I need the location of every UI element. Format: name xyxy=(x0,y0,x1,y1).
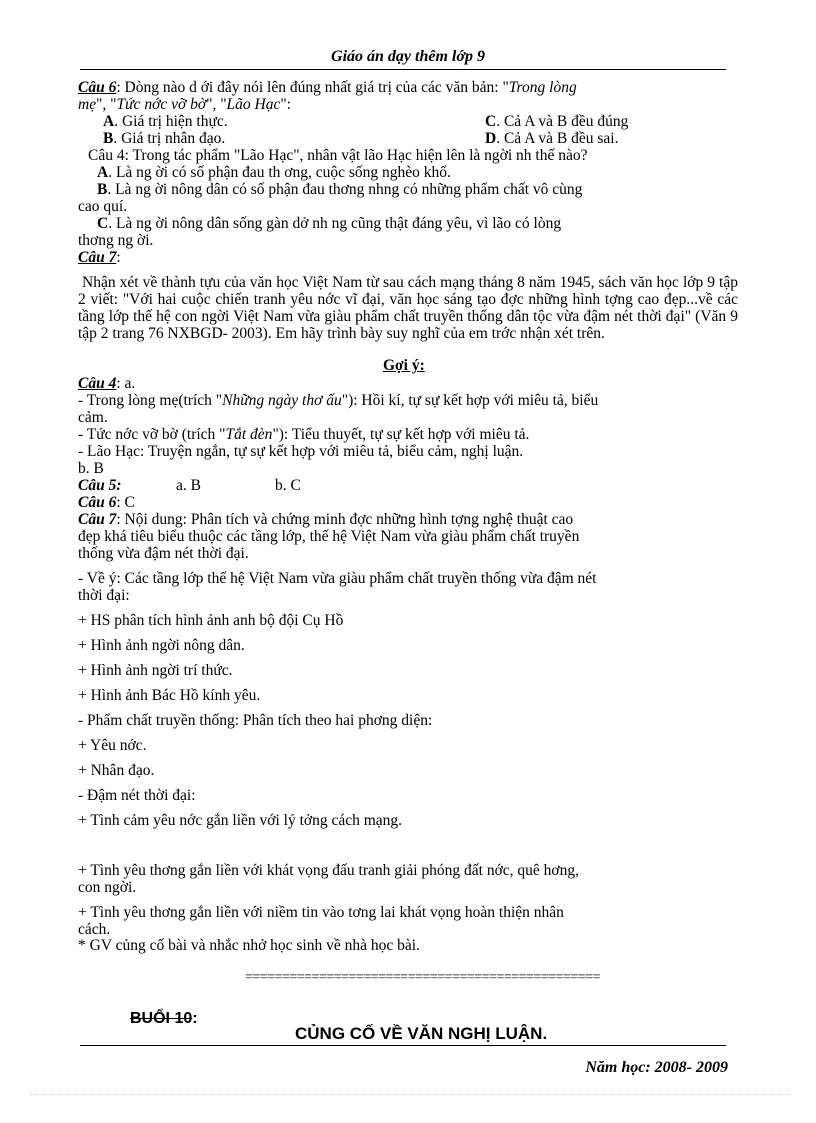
q6-option-a: A. Giá trị hiện thực. xyxy=(103,113,228,130)
footer-rule xyxy=(80,1045,726,1046)
ans-p1: + HS phân tích hình ảnh anh bộ đội Cụ Hồ xyxy=(78,612,344,629)
ans-c5-b: b. C xyxy=(275,477,301,494)
ans-l4: b. B xyxy=(78,460,104,477)
ans-l3: - Lão Hạc: Truyện ngắn, tự sự kết hợp với miêu tả, biểu cảm, nghị luận. xyxy=(78,443,524,460)
ans-p8: - Đậm nét thời đại: xyxy=(78,787,196,804)
ans-l1: - Trong lòng mẹ(trích "Những ngày thơ ấu"): Hồi kí, tự sự kết hợp với miêu tả, biểu xyxy=(78,392,599,409)
ans-p10: + Tình yêu thơng gắn liền với khát vọng đấu tranh giải phóng đất nớc, quê hơng, xyxy=(78,862,579,879)
ans-p6: + Yêu nớc. xyxy=(78,737,147,754)
q4-option-a: A. Là ng ời có số phận đau th ơng, cuộc sống nghèo khổ. xyxy=(97,164,451,181)
ans-p3: + Hình ảnh ngời trí thức. xyxy=(78,662,233,679)
ans-p10b: con ngời. xyxy=(78,879,137,896)
separator-line: ================================================ xyxy=(245,970,600,985)
ans-p7: + Nhân đạo. xyxy=(78,762,155,779)
school-year: Năm học: 2008- 2009 xyxy=(585,1059,728,1076)
q4-option-b-cont: cao quí. xyxy=(78,198,128,215)
q6-option-d: D. Cả A và B đều sai. xyxy=(485,130,619,147)
ans-c5-label: Câu 5: xyxy=(78,477,122,494)
ans-p11b: cách. xyxy=(78,921,111,938)
q6-label: Câu 6 xyxy=(78,79,117,96)
q4-option-c-cont: thơng ng ời. xyxy=(78,232,154,249)
ans-c5-a: a. B xyxy=(176,477,201,494)
ans-l2: - Tức nớc vỡ bờ (trích "Tắt đèn"): Tiểu thuyết, tự sự kết hợp với miêu tả. xyxy=(78,426,530,443)
section-title: CỦNG CỐ VỀ VĂN NGHỊ LUẬN. xyxy=(295,1024,548,1043)
q6-option-c: C. Cả A và B đều đúng xyxy=(485,113,629,130)
q7-paragraph: Nhận xét về thành tựu của văn học Việt Nam từ sau cách mạng tháng 8 năm 1945, sách văn học lớp 9 tập 2 viết: "Với hai cuộc chiến tranh yêu nớc vĩ đại, văn học sáng tạo đợc những hình tợng cao đẹp...về các tầng lớp thế hệ con ngời Việt Nam vừa giàu phẩm chất truyền thống dân tộc vừa đậm nét thời đại" (Văn 9 tập 2 trang 76 NXBGD- 2003). Em hãy trình bày suy nghĩ của em trớc nhận xét trên. xyxy=(78,274,738,342)
q7-label: Câu 7: xyxy=(78,249,121,266)
header-rule xyxy=(80,69,726,70)
ans-c7: Câu 7: Nội dung: Phân tích và chứng minh đợc những hình tợng nghệ thuật cao xyxy=(78,511,574,528)
ans-c4: Câu 4: a. xyxy=(78,375,136,392)
q4-option-c: C. Là ng ời nông dân sống gàn dở nh ng cũng thật đáng yêu, vì lão có lòng xyxy=(97,215,562,232)
ans-c7-3: thống vừa đậm nét thời đại. xyxy=(78,545,249,562)
q6-line-2: mẹ", "Tức nớc vỡ bờ", "Lão Hạc": xyxy=(78,96,292,113)
ans-p4: + Hình ảnh Bác Hồ kính yêu. xyxy=(78,687,261,704)
page-bottom-dotted-line xyxy=(30,1094,790,1095)
q4-option-b: B. Là ng ời nông dân có số phận đau thơng nhng có những phẩm chất vô cùng xyxy=(97,181,583,198)
q4-question: Câu 4: Trong tác phẩm "Lão Hạc", nhân vật lão Hạc hiện lên là ngời nh thế nào? xyxy=(88,147,588,164)
q6-option-b: B. Giá trị nhân đạo. xyxy=(103,130,226,147)
ans-p11: + Tình yêu thơng gắn liền với niềm tin vào tơng lai khát vọng hoàn thiện nhân xyxy=(78,904,564,921)
page-header-title: Giáo án dạy thêm lớp 9 xyxy=(331,48,485,65)
ans-p5: - Phẩm chất truyền thống: Phân tích theo hai phơng diện: xyxy=(78,712,433,729)
goi-y-heading: Gợi ý: xyxy=(383,357,425,374)
ans-c7-2: đẹp khá tiêu biểu thuộc các tầng lớp, thế hệ Việt Nam vừa giàu phẩm chất truyền xyxy=(78,528,580,545)
ans-p2: + Hình ảnh ngời nông dân. xyxy=(78,637,245,654)
ans-y1b: thời đại: xyxy=(78,587,130,604)
ans-p12: * GV củng cố bài và nhắc nhở học sinh về nhà học bài. xyxy=(78,937,420,954)
ans-y1: - Về ý: Các tầng lớp thế hệ Việt Nam vừa giàu phẩm chất truyền thống vừa đậm nét xyxy=(78,570,597,587)
buoi-label: BUỔI 10: xyxy=(130,1010,198,1027)
ans-p9: + Tình cảm yêu nớc gắn liền với lý tởng cách mạng. xyxy=(78,812,403,829)
ans-c6: Câu 6: C xyxy=(78,494,135,511)
q6-line: Câu 6: Dòng nào d ới đây nói lên đúng nhất giá trị của các văn bản: "Trong lòng xyxy=(78,79,577,96)
ans-l1-cont: cảm. xyxy=(78,409,108,426)
